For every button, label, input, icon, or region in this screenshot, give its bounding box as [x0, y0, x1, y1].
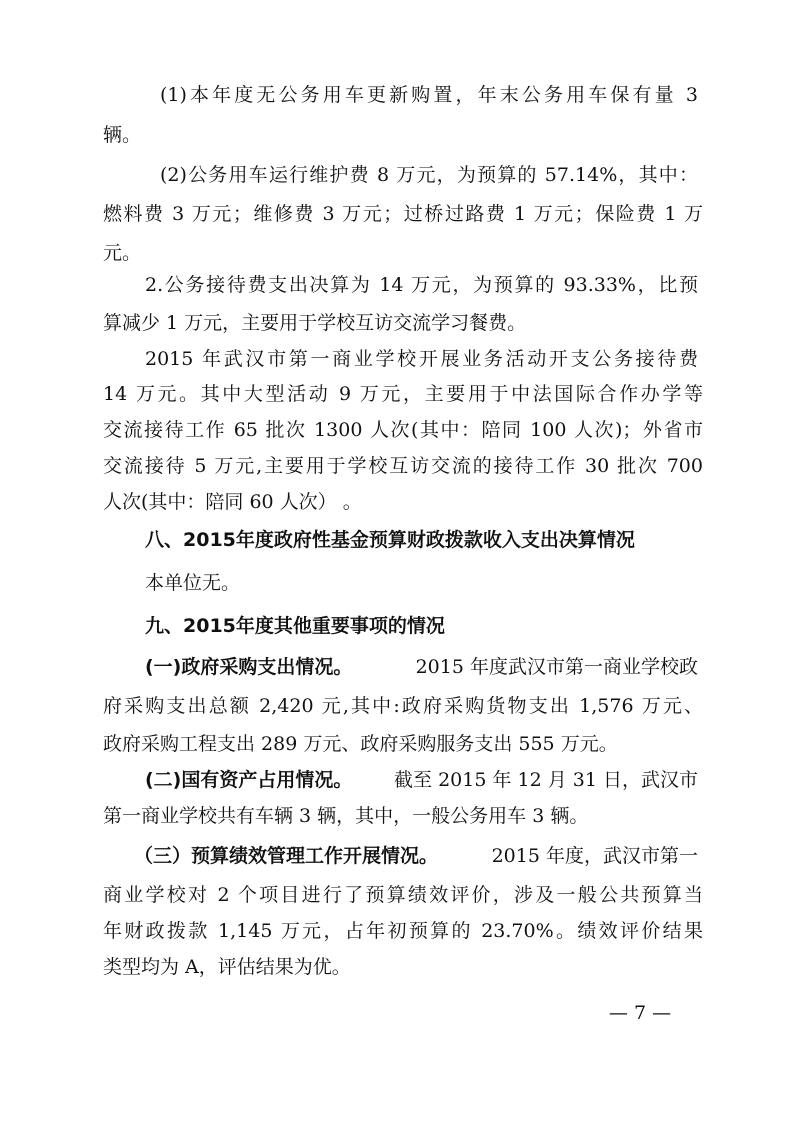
paragraph-line: 燃料费 3 万元；维修费 3 万元；过桥过路费 1 万元；保险费 1 万	[103, 203, 703, 225]
subsection-title: (一)政府采购支出情况。	[145, 656, 353, 678]
paragraph-line: 交流接待 5 万元,主要用于学校互访交流的接待工作 30 批次 700	[103, 455, 703, 477]
subsection-title: (二)国有资产占用情况。	[145, 769, 353, 791]
paragraph-line: 本单位无。	[145, 572, 241, 594]
paragraph-line: 政府采购工程支出 289 万元、政府采购服务支出 555 万元。	[103, 733, 618, 755]
section-heading: 八、2015年度政府性基金预算财政拨款收入支出决算情况	[145, 529, 635, 551]
paragraph-line: 类型均为 A，评估结果为优。	[103, 956, 351, 978]
paragraph-text: 2015 年度，武汉市第一	[491, 845, 698, 867]
paragraph-line: 人次(其中：陪同 60 人次） 。	[103, 491, 362, 513]
paragraph-text: 2015 年度武汉市第一商业学校政	[415, 656, 698, 678]
paragraph-line: 交流接待工作 65 批次 1300 人次(其中：陪同 100 人次)；外省市	[103, 419, 703, 441]
paragraph-line: 辆。	[103, 124, 142, 146]
subsection-title: （三）预算绩效管理工作开展情况。	[134, 845, 439, 867]
paragraph-line: 年财政拨款 1,145 万元，占年初预算的 23.70%。绩效评价结果	[103, 920, 703, 942]
paragraph-line: (1)本年度无公务用车更新购置，年末公务用车保有量 3	[160, 84, 698, 106]
subsection-lead-line	[145, 767, 698, 793]
paragraph-line: 元。	[103, 242, 142, 264]
section-heading: 九、2015年度其他重要事项的情况	[145, 615, 445, 637]
page-number: — 7 —	[608, 1002, 672, 1024]
paragraph-line: 府采购支出总额 2,420 元,其中:政府采购货物支出 1,576 万元、	[103, 695, 703, 717]
paragraph-line: 第一商业学校共有车辆 3 辆，其中，一般公务用车 3 辆。	[103, 805, 589, 827]
paragraph-line: 算减少 1 万元，主要用于学校互访交流学习餐费。	[103, 312, 527, 334]
subsection-lead-line	[134, 843, 698, 869]
paragraph-line: 商业学校对 2 个项目进行了预算绩效评价，涉及一般公共预算当	[103, 884, 703, 906]
paragraph-line: 2.公务接待费支出决算为 14 万元，为预算的 93.33%，比预	[145, 274, 698, 296]
subsection-lead-line	[145, 654, 698, 680]
paragraph-text: 截至 2015 年 12 月 31 日，武汉市	[394, 769, 698, 791]
paragraph-line: 14 万元。其中大型活动 9 万元，主要用于中法国际合作办学等	[103, 383, 703, 405]
paragraph-line: (2)公务用车运行维护费 8 万元，为预算的 57.14%，其中：	[160, 164, 698, 186]
paragraph-line: 2015 年武汉市第一商业学校开展业务活动开支公务接待费	[145, 348, 698, 370]
